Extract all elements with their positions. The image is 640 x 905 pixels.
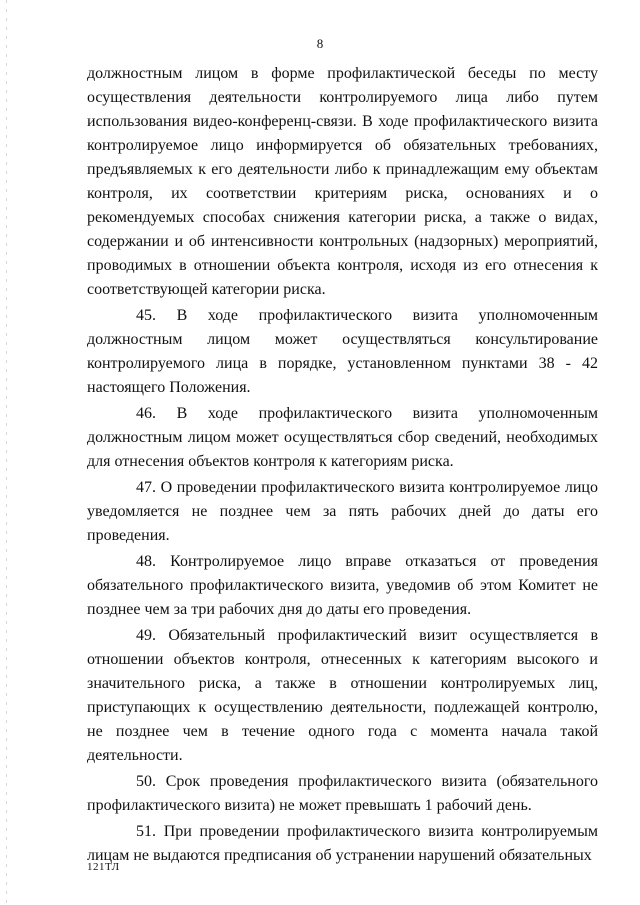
paragraph-48: 48. Контролируемое лицо вправе отказаться от проведения обязательного профилактического визита, уведомив об этом Комитет не позднее чем за три рабочих дня до даты его проведения. [87, 553, 598, 618]
paragraph-50: 50. Срок проведения профилактического визита (обязательного профилактического визита) не может превышать 1 рабочий день. [87, 773, 598, 814]
paragraph-45: 45. В ходе профилактического визита уполномоченным должностным лицом может осуществляться консультирование контролируемого лица в порядке, установленном пунктами 38 - 42 настоящего Положения. [87, 307, 598, 396]
paragraph-51: 51. При проведении профилактического визита контролируемым лицам не выдаются предписания об устранении нарушений обязательных [87, 823, 598, 864]
document-body [87, 62, 598, 868]
document-code: 121ТЛ [87, 861, 120, 873]
paragraph-49: 49. Обязательный профилактический визит осуществляется в отношении объектов контроля, отнесенных к категориям высокого и значительного риска, а также в отношении контролируемых лиц, приступающих к осуществлению деятельности, подлежащей контролю, не позднее чем в течение одного года с момента начала такой деятельности. [87, 627, 598, 764]
scan-edge-mark [6, 0, 7, 905]
paragraph-47: 47. О проведении профилактического визита контролируемое лицо уведомляется не позднее чем за пять рабочих дней до даты его проведения. [87, 479, 598, 544]
paragraph-46: 46. В ходе профилактического визита уполномоченным должностным лицом может осуществляться сбор сведений, необходимых для отнесения объектов контроля к категориям риска. [87, 405, 598, 470]
page-number: 8 [316, 36, 324, 51]
paragraph-continuation: должностным лицом в форме профилактической беседы по месту осуществления деятельности контролируемого лица либо путем использования видео-конференц-связи. В ходе профилактического визита контролируемое лицо информируется об обязательных требованиях, предъявляемых к его деятельности либо к принадлежащим ему объектам контроля, их соответствии критериям риска, основаниях и о рекомендуемых способах снижения категории риска, а также о видах, содержании и об интенсивности контрольных (надзорных) мероприятий, проводимых в отношении объекта контроля, исходя из его отнесения к соответствующей категории риска. [87, 65, 598, 298]
